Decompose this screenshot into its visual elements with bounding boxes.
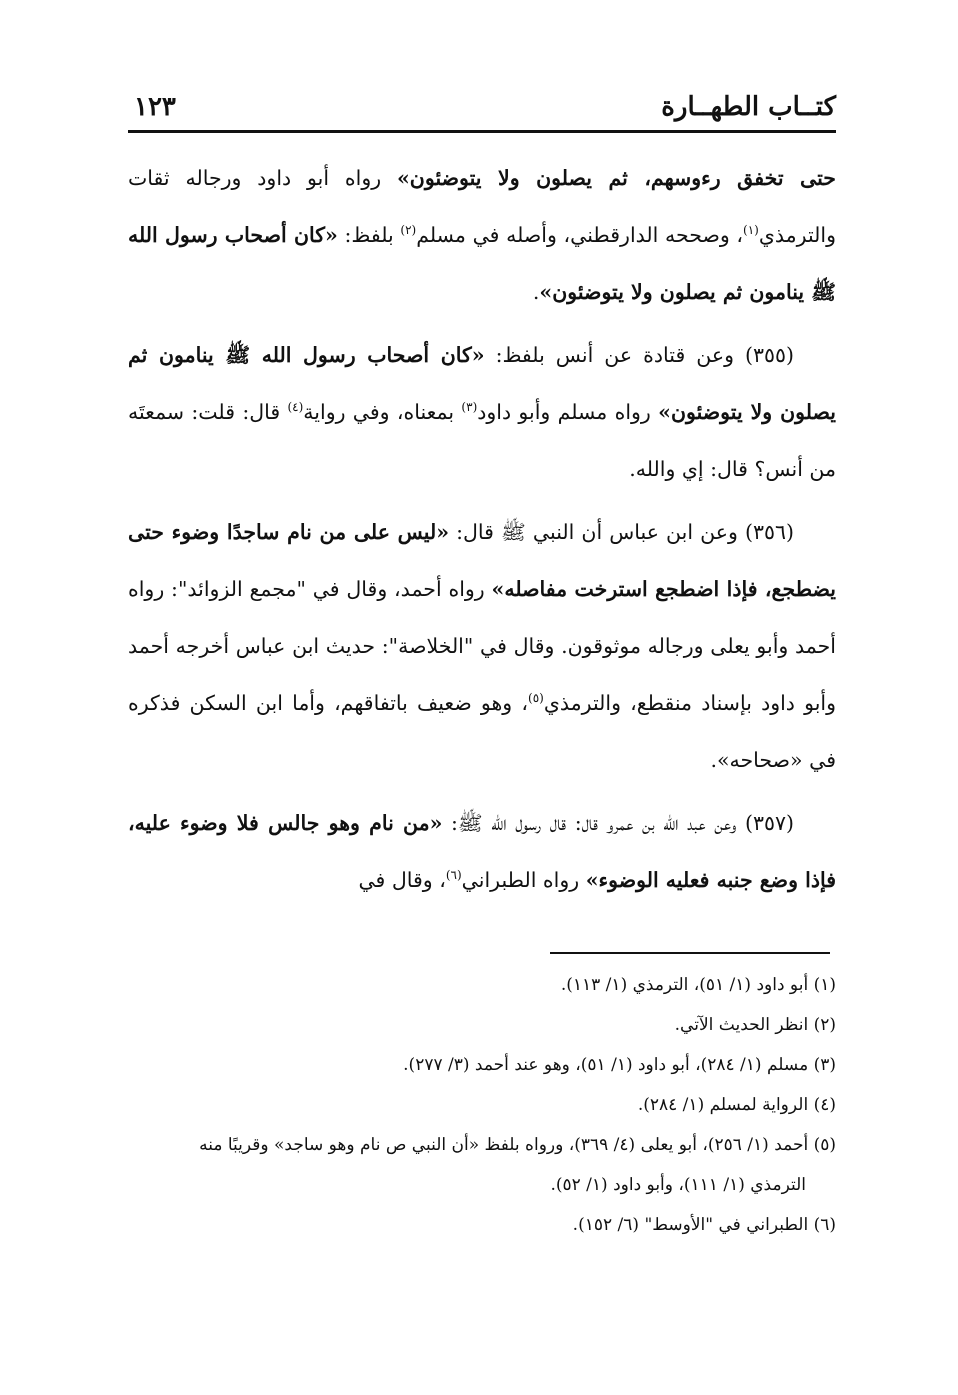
footnote: (٣) مسلم (١/ ٢٨٤)، أبو داود (١/ ٥١)، وهو عند أحمد (٣/ ٢٧٧). bbox=[403, 1055, 836, 1075]
text-run: (٣٥٥) وعن قتادة عن أنس بلفظ: bbox=[484, 343, 794, 367]
text-run: (٣٥٧) وعن عبد الله بن عمرو قال: قال رسول الله ﷺ: bbox=[442, 811, 794, 835]
footnote-separator bbox=[550, 952, 830, 954]
paragraph bbox=[128, 327, 836, 498]
paragraph bbox=[128, 795, 836, 909]
footnote-continuation: الترمذي (١/ ١١١)، وأبو داود (١/ ٥٢). bbox=[550, 1175, 806, 1195]
text-run: بلفظ: bbox=[337, 223, 401, 247]
footnote: (٦) الطبراني في "الأوسط" (٦/ ١٥٢). bbox=[572, 1215, 836, 1235]
footnote-ref: (٣) bbox=[461, 400, 478, 415]
footnote: (٥) أحمد (١/ ٢٥٦)، أبو يعلى (٤/ ٣٦٩)، ورواه بلفظ «أن النبي ص نام وهو ساجد» وقريبًا منه bbox=[199, 1135, 836, 1155]
text-run: . bbox=[532, 280, 540, 304]
hadith-quote: تخفق رءوسهم، ثم يصلون ولا يتوضئون» bbox=[396, 166, 784, 190]
footnote-ref: (٦) bbox=[445, 868, 462, 883]
footnote-ref: (٥) bbox=[528, 691, 544, 706]
footnote: (١) أبو داود (١/ ٥١)، الترمذي (١/ ١١٣). bbox=[560, 975, 836, 995]
page-number: ١٢٣ bbox=[134, 92, 176, 122]
text-run: رواه مسلم وأبو داود bbox=[477, 400, 659, 424]
hadith-quote: «كان أصحاب رسول الله ﷺ ينامون ثم يصلون ولا يتوضئون» bbox=[128, 343, 837, 424]
text-run: ، وصححه الدارقطني، وأصله في مسلم bbox=[416, 223, 744, 247]
paragraph bbox=[128, 504, 836, 789]
footnotes bbox=[128, 965, 836, 1245]
footnote-ref: (٢) bbox=[400, 223, 417, 238]
text-run: رواه أحمد، وقال في "مجمع الزوائد": رواه أحمد وأبو يعلى ورجاله موثوقون. وقال في "الخلاصة": حديث ابن عباس أخرجه أحمد وأبو داود بإسناد منقطع، والترمذي bbox=[128, 577, 836, 715]
text-run: بمعناه، وفي رواية bbox=[303, 400, 462, 424]
text-run: قال: قلت: سمعتَه من أنس؟ قال: إي والله. bbox=[128, 400, 836, 481]
text-run: ، وقال في bbox=[358, 868, 446, 892]
header-rule bbox=[128, 130, 836, 133]
text-run: ، وهو ضعيف باتفاقهم، وأما ابن السكن فذكره في «صحاحه». bbox=[128, 691, 836, 772]
chapter-title: كتــاب الطهــارة bbox=[661, 92, 836, 122]
text-run: رواه أبو داود ورجاله ثقات والترمذي bbox=[128, 166, 836, 247]
footnote: (٤) الرواية لمسلم (١/ ٢٨٤). bbox=[637, 1095, 836, 1115]
hadith-quote: «كان أصحاب رسول الله ﷺ ينامون ثم يصلون ولا يتوضئون» bbox=[128, 223, 836, 304]
main-text bbox=[128, 150, 836, 915]
paragraph bbox=[128, 150, 836, 321]
footnote-ref: (٤) bbox=[287, 400, 304, 415]
text-run: رواه الطبراني bbox=[461, 868, 586, 892]
text-run: (٣٥٦) وعن ابن عباس أن النبي ﷺ قال: bbox=[449, 520, 794, 544]
hadith-quote: حتى bbox=[783, 166, 836, 190]
footnote: (٢) انظر الحديث الآتي. bbox=[674, 1015, 836, 1035]
hadith-quote: «من نام وهو جالس فلا وضوء عليه، فإذا وضع جنبه فعليه الوضوء» bbox=[128, 811, 836, 892]
hadith-quote: «ليس على من نام ساجدًا وضوء حتى يضطجع، فإذا اضطجع استرخت مفاصله» bbox=[128, 520, 836, 601]
footnote-ref: (١) bbox=[743, 223, 759, 238]
page-header bbox=[128, 92, 836, 132]
